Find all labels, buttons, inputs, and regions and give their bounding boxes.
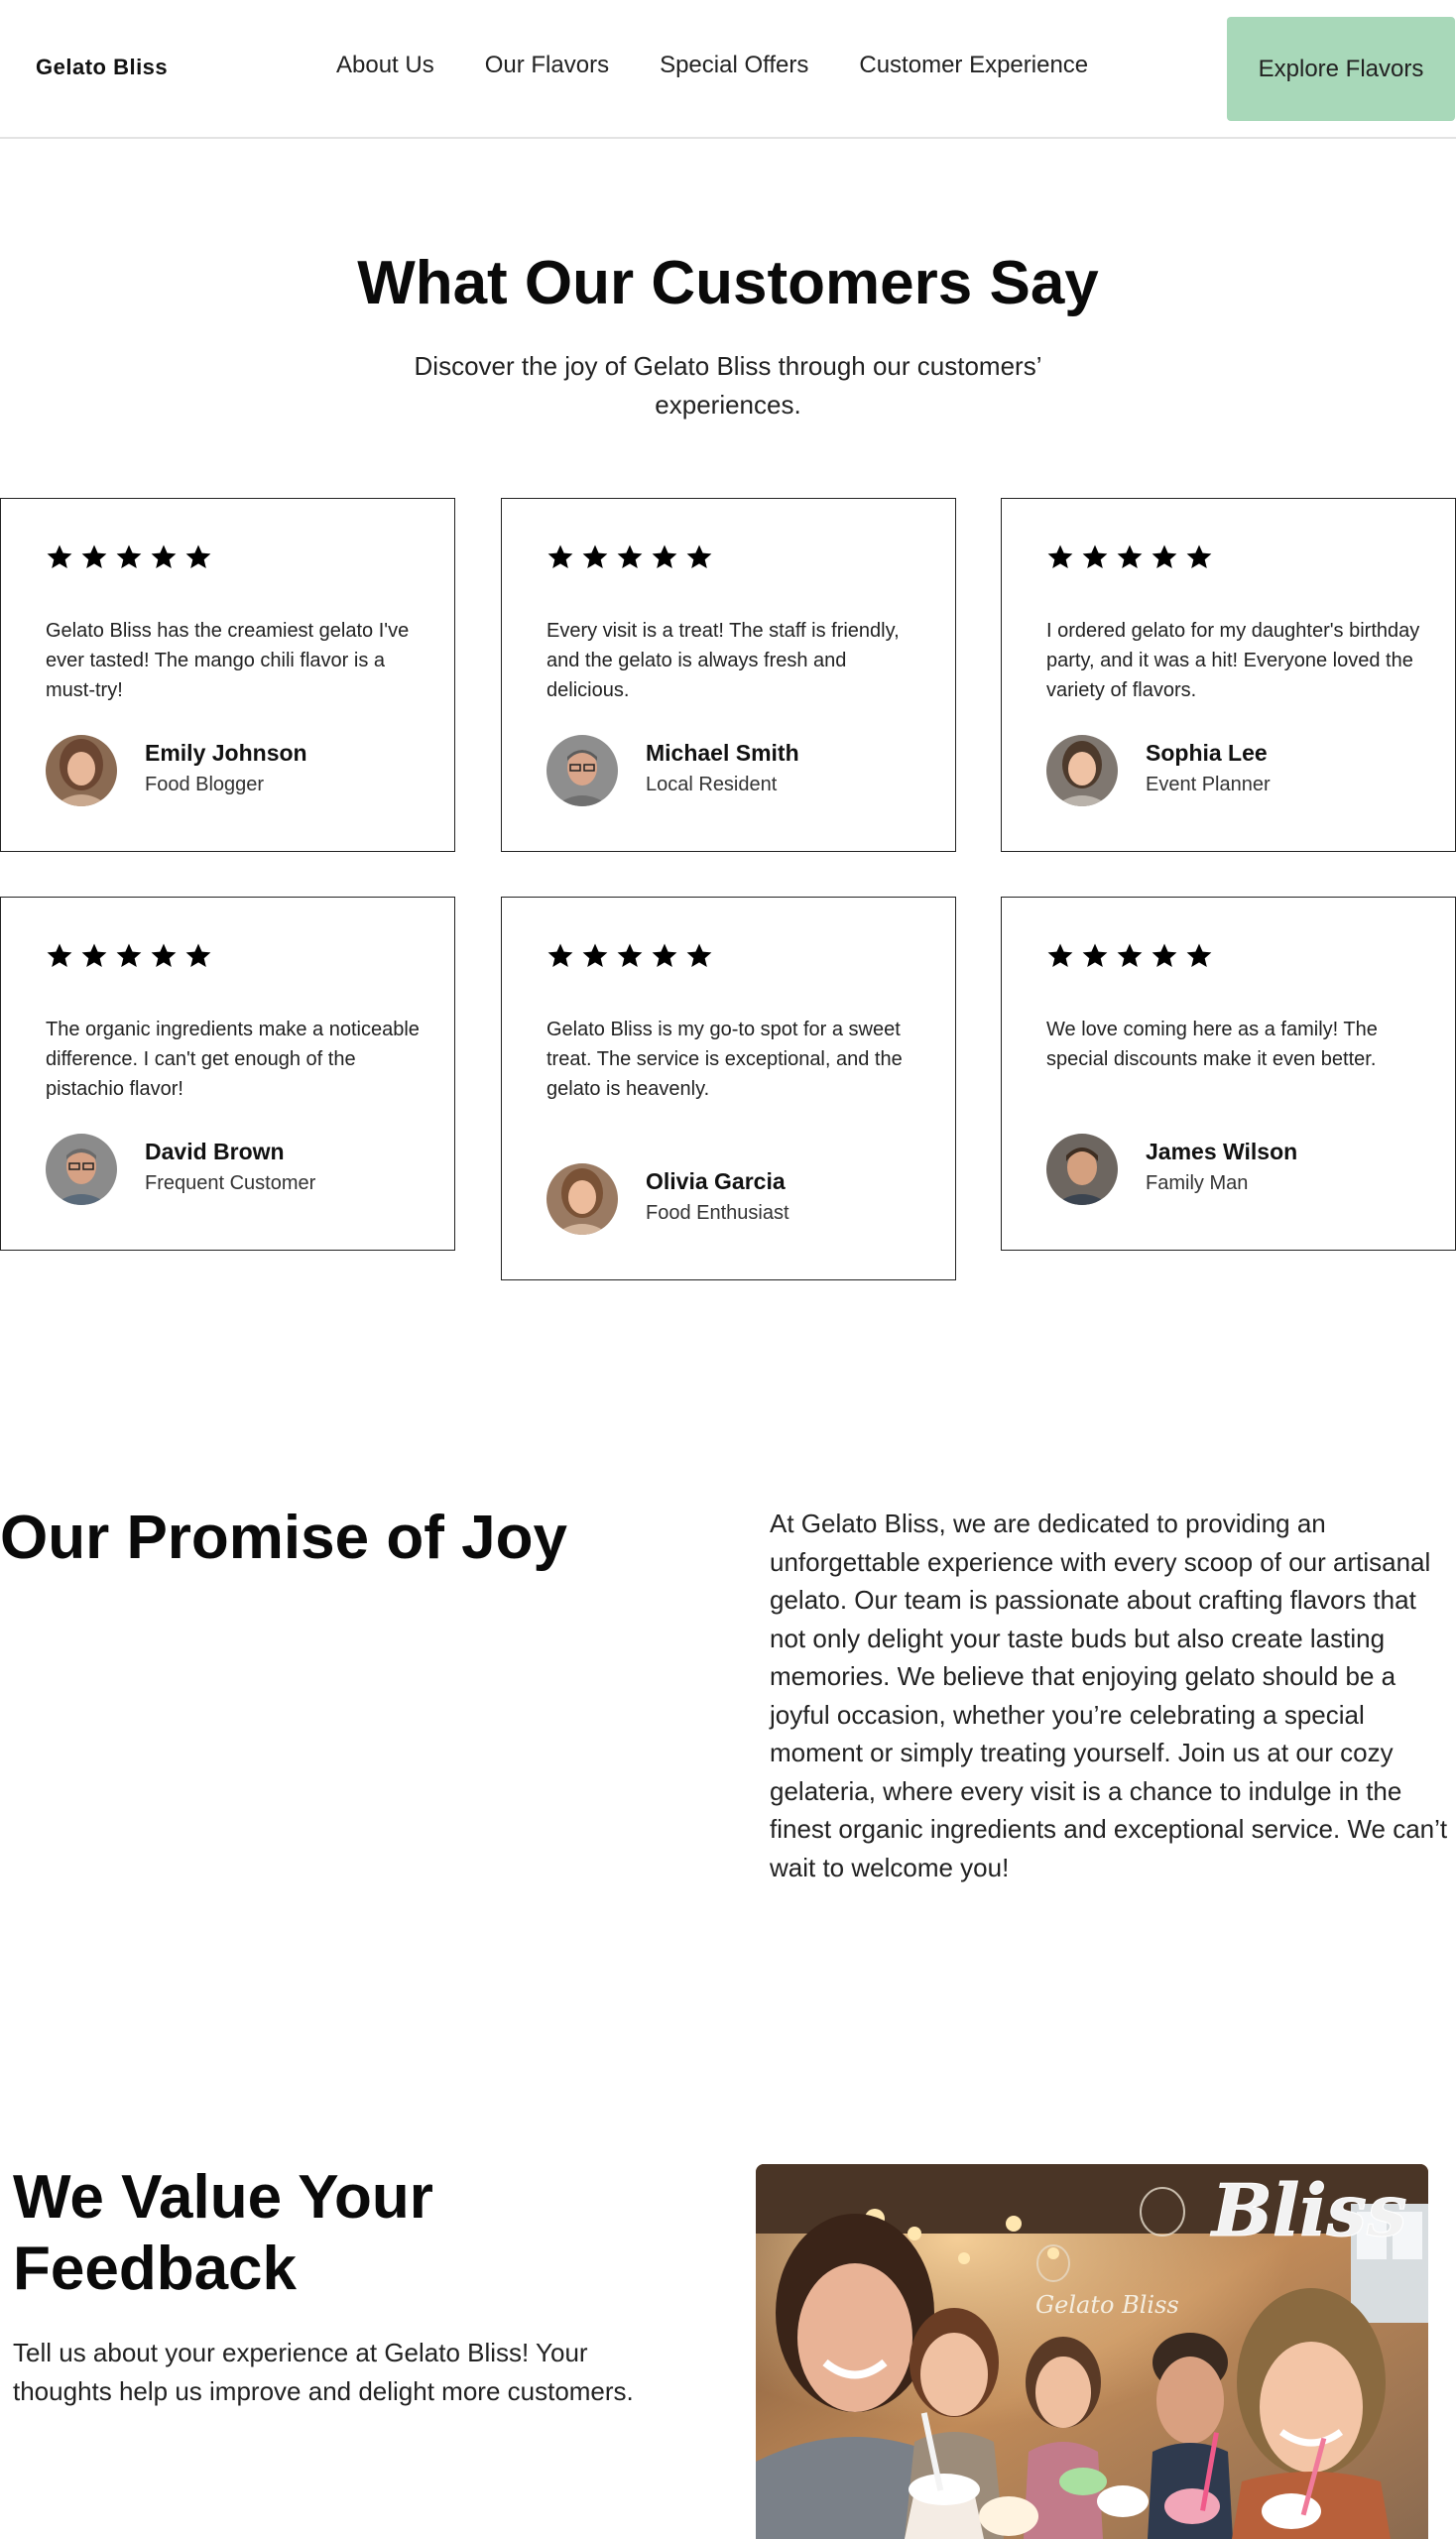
explore-flavors-button[interactable]: Explore Flavors <box>1227 17 1455 121</box>
star-icon <box>1151 942 1178 970</box>
star-icon <box>184 942 212 970</box>
rating-stars <box>1046 544 1213 571</box>
testimonials-title: What Our Customers Say <box>357 249 1099 317</box>
main-nav <box>336 52 1088 79</box>
reviewer-role: Local Resident <box>646 774 778 795</box>
avatar <box>1046 735 1118 806</box>
promise-body: At Gelato Bliss, we are dedicated to providing an unforgettable experience with every scoop of our artisanal gelato. Our team is passionate about crafting flavors that not only delight your taste buds but also create lasting memories. We believe that enjoying gelato should be a joyful occasion, whether you’re celebrating a special moment or simply treating yourself. Join us at our cozy gelateria, where every visit is a chance to indulge in the finest organic ingredients and exceptional service. We can’t wait to welcome you! <box>770 1509 1448 1882</box>
testimonials-subtitle: Discover the joy of Gelato Bliss through our customers’ experiences. <box>414 351 1042 420</box>
star-icon <box>1081 544 1109 571</box>
star-icon <box>1046 544 1074 571</box>
reviewer-name: James Wilson <box>1146 1139 1298 1164</box>
reviewer-name: Emily Johnson <box>145 740 307 766</box>
avatar <box>46 735 117 806</box>
reviewer-name: Olivia Garcia <box>646 1168 786 1194</box>
testimonial-card <box>1001 897 1456 1251</box>
reviewer-role: Food Enthusiast <box>646 1202 789 1224</box>
promise-title: Our Promise of Joy <box>0 1504 567 1572</box>
star-icon <box>616 544 644 571</box>
star-icon <box>80 544 108 571</box>
avatar <box>546 735 618 806</box>
star-icon <box>651 942 678 970</box>
reviewer-name: Sophia Lee <box>1146 740 1268 766</box>
star-icon <box>581 544 609 571</box>
testimonial-text: Every visit is a treat! The staff is friendly, and the gelato is always fresh and delicious. <box>546 620 900 701</box>
neon-sign-text: Bliss <box>1212 2168 1407 2252</box>
reviewer-role: Family Man <box>1146 1172 1249 1194</box>
testimonial-text: The organic ingredients make a noticeable difference. I can't get enough of the pistachio flavor! <box>46 1019 420 1100</box>
brand-logo[interactable]: Gelato Bliss <box>36 55 169 79</box>
avatar <box>46 1134 117 1205</box>
site-header <box>0 0 1456 139</box>
reviewer-role: Event Planner <box>1146 774 1271 795</box>
testimonial-text: Gelato Bliss is my go-to spot for a sweet treat. The service is exceptional, and the gelato is heavenly. <box>546 1019 903 1100</box>
star-icon <box>115 942 143 970</box>
testimonial-text: I ordered gelato for my daughter's birthday party, and it was a hit! Everyone loved the variety of flavors. <box>1046 620 1420 701</box>
star-icon <box>616 942 644 970</box>
rating-stars <box>546 942 713 970</box>
star-icon <box>651 544 678 571</box>
star-icon <box>1046 942 1074 970</box>
star-icon <box>184 544 212 571</box>
testimonial-card <box>501 897 956 1280</box>
nav-link-customer-experience[interactable]: Customer Experience <box>859 52 1089 78</box>
star-icon <box>1151 544 1178 571</box>
testimonial-card <box>0 897 455 1251</box>
wall-sign-text: Gelato Bliss <box>1035 2291 1179 2319</box>
reviewer-name: Michael Smith <box>646 740 799 766</box>
reviewer-role: Frequent Customer <box>145 1172 316 1194</box>
rating-stars <box>1046 942 1213 970</box>
star-icon <box>46 544 73 571</box>
star-icon <box>685 942 713 970</box>
avatar <box>546 1163 618 1235</box>
feedback-title: We Value Your Feedback <box>13 2163 433 2303</box>
nav-link-our-flavors[interactable]: Our Flavors <box>484 52 610 78</box>
testimonial-text: Gelato Bliss has the creamiest gelato I've ever tasted! The mango chili flavor is a must-try! <box>46 620 410 701</box>
nav-link-about-us[interactable]: About Us <box>336 52 434 78</box>
star-icon <box>546 942 574 970</box>
star-icon <box>1116 544 1144 571</box>
rating-stars <box>546 544 713 571</box>
star-icon <box>115 544 143 571</box>
star-icon <box>1185 942 1213 970</box>
customers-photo-illustration <box>756 2164 1428 2539</box>
star-icon <box>546 544 574 571</box>
customers-photo <box>756 2164 1428 2539</box>
star-icon <box>581 942 609 970</box>
rating-stars <box>46 544 212 571</box>
nav-link-special-offers[interactable]: Special Offers <box>660 52 809 78</box>
star-icon <box>1185 544 1213 571</box>
reviewer-name: David Brown <box>145 1139 285 1164</box>
testimonial-card <box>0 498 455 852</box>
star-icon <box>46 942 73 970</box>
star-icon <box>1116 942 1144 970</box>
testimonial-card <box>501 498 956 852</box>
testimonial-text: We love coming here as a family! The special discounts make it even better. <box>1046 1019 1378 1070</box>
star-icon <box>150 544 178 571</box>
rating-stars <box>46 942 212 970</box>
star-icon <box>1081 942 1109 970</box>
star-icon <box>80 942 108 970</box>
feedback-body: Tell us about your experience at Gelato Bliss! Your thoughts help us improve and delight more customers. <box>13 2338 634 2406</box>
testimonial-card <box>1001 498 1456 852</box>
avatar <box>1046 1134 1118 1205</box>
star-icon <box>685 544 713 571</box>
reviewer-role: Food Blogger <box>145 774 265 795</box>
star-icon <box>150 942 178 970</box>
